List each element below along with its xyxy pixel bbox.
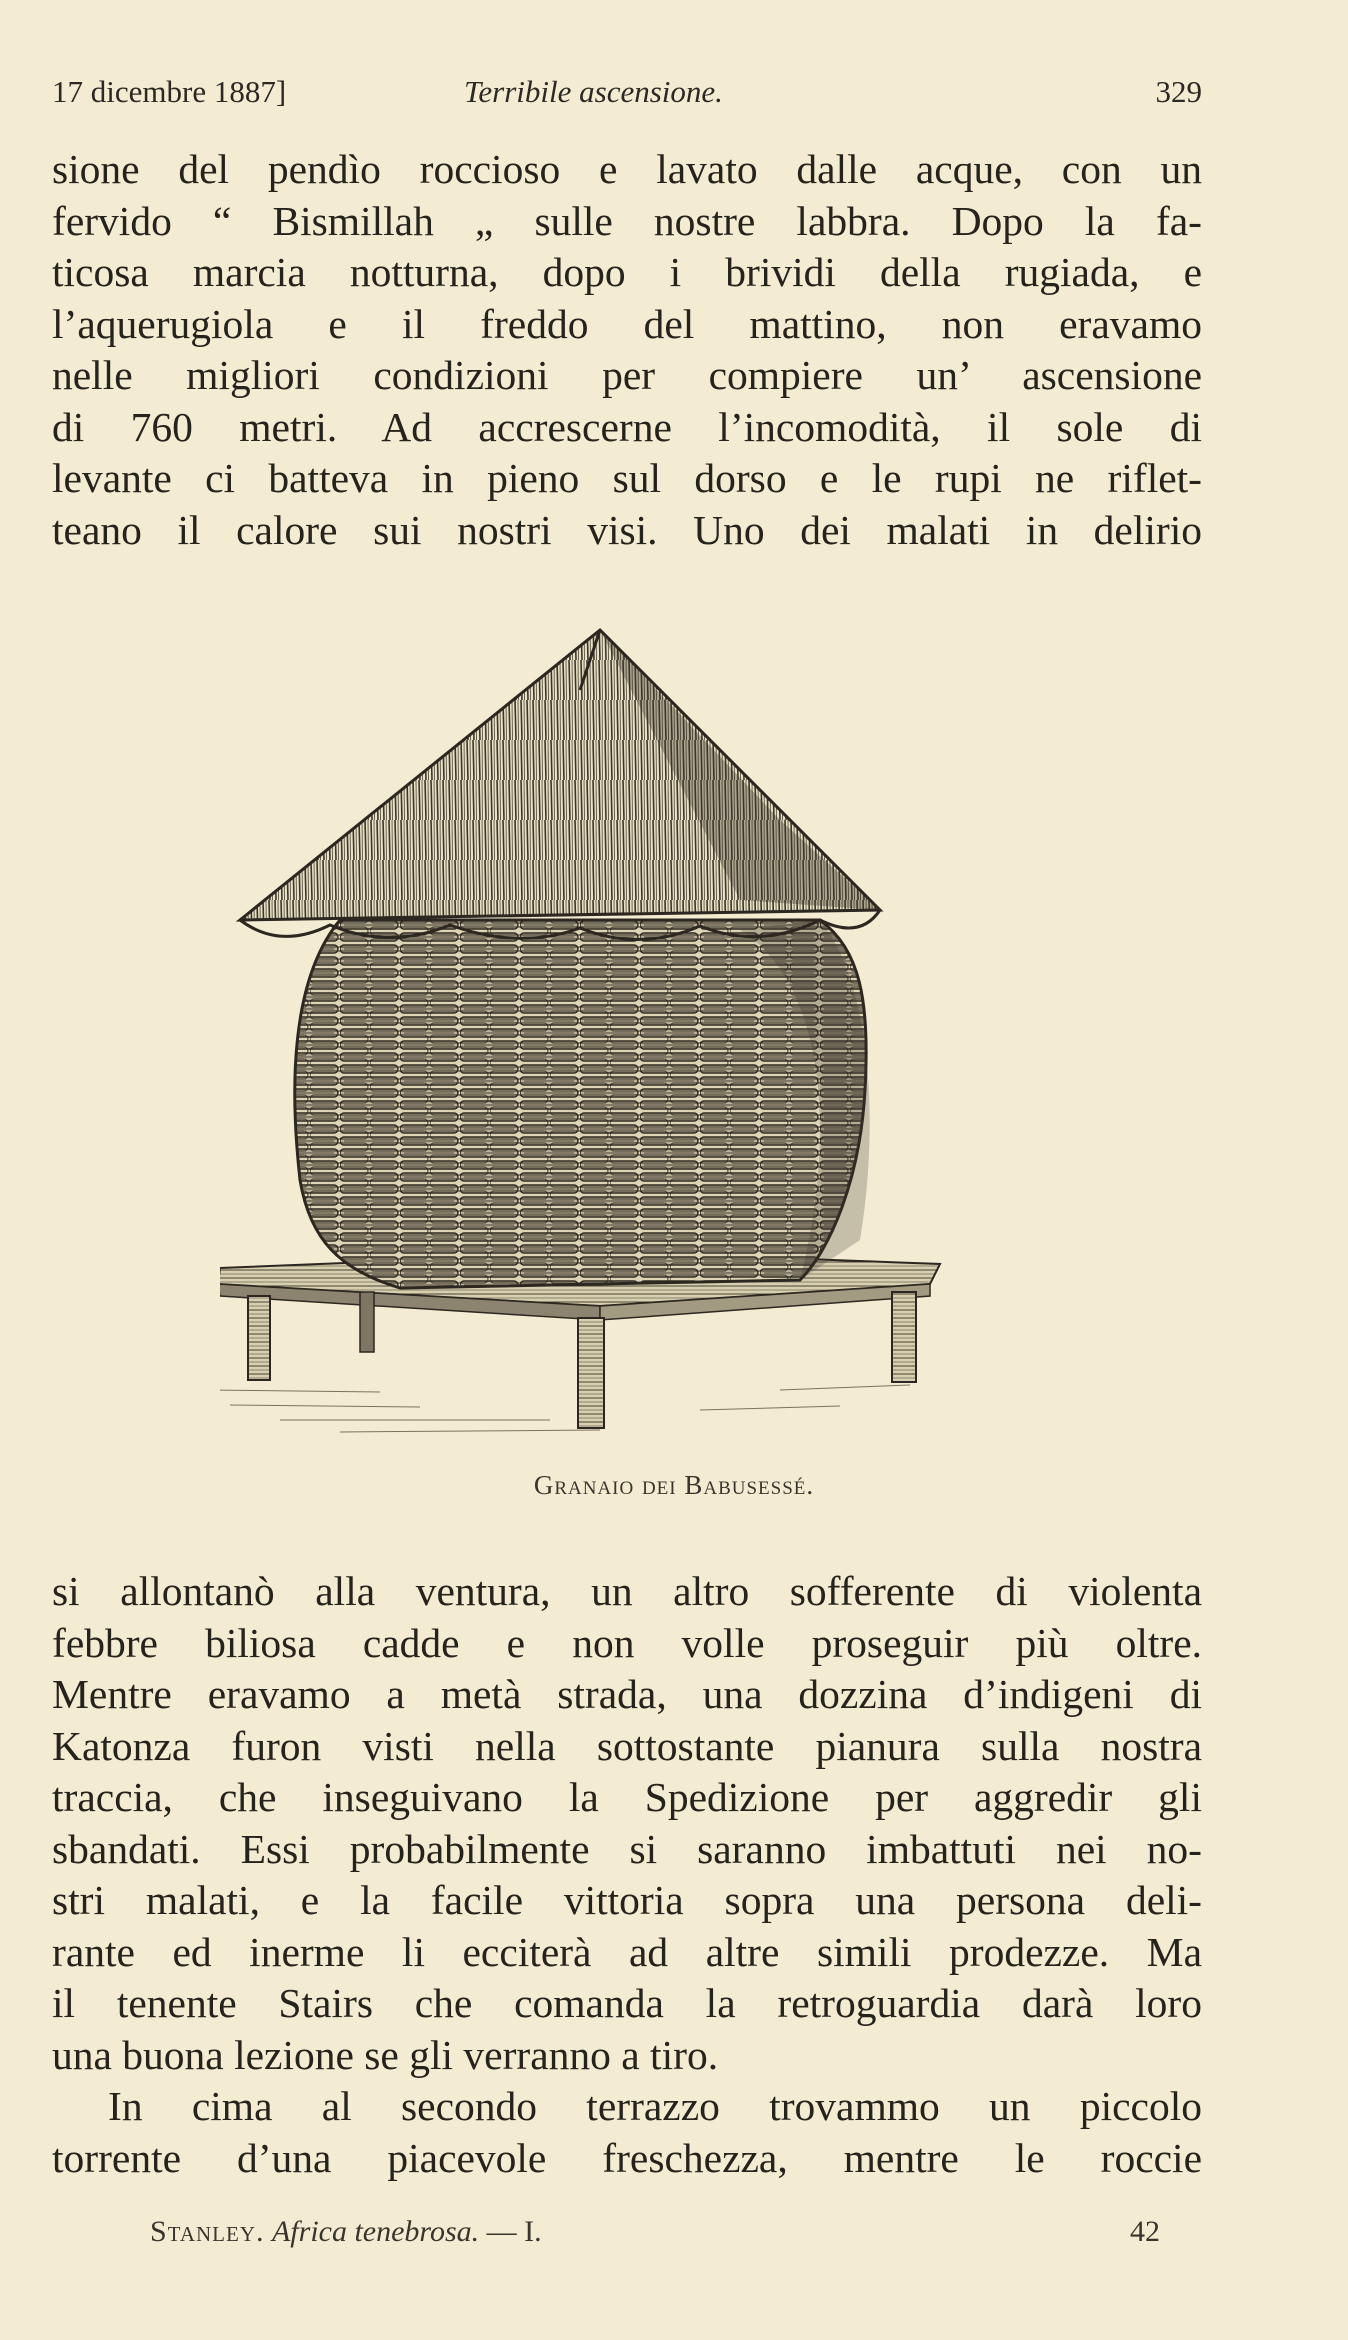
- text-line: In cima al secondo terrazzo trovammo un piccolo: [108, 2083, 1202, 2129]
- text-line: sione del pendìo roccioso e lavato dalle acque, con un: [52, 146, 1202, 192]
- text-line: teano il calore sui nostri visi. Uno dei malati in delirio: [52, 506, 1202, 553]
- text-line: il tenente Stairs che comanda la retroguardia darà loro: [52, 1980, 1202, 2026]
- text-line: una buona lezione se gli verranno a tiro.: [52, 2031, 719, 2078]
- ground-shading: [220, 1385, 910, 1432]
- page-footer: [150, 2215, 1160, 2259]
- text-line: Mentre eravamo a metà strada, una dozzina d’indigeni di: [52, 1671, 1202, 1717]
- text-line: rante ed inerme li ecciterà ad altre simili prodezze. Ma: [52, 1928, 1202, 1975]
- wicker-basket: [295, 920, 870, 1288]
- text-line: ticosa marcia notturna, dopo i brividi della rugiada, e: [52, 249, 1202, 295]
- text-line: febbre biliosa cadde e non volle proseguir più oltre.: [52, 1619, 1202, 1666]
- header-title: Terribile ascensione.: [464, 74, 723, 109]
- text-line: nelle migliori condizioni per compiere un’ ascensione: [52, 352, 1202, 398]
- text-line: Katonza furon visti nella sottostante pianura sulla nostra: [52, 1722, 1202, 1769]
- footer-book-reference: [150, 2215, 542, 2249]
- footer-book-title: Africa tenebrosa.: [271, 2215, 480, 2248]
- thatched-roof: [240, 630, 880, 940]
- text-line: si allontanò alla ventura, un altro sofferente di violenta: [52, 1568, 1202, 1614]
- paragraph-top: [52, 144, 1202, 556]
- text-line: torrente d’una piacevole freschezza, mentre le roccie: [52, 2134, 1202, 2181]
- paragraph-bottom: [52, 1566, 1202, 2184]
- header-date: 17 dicembre 1887]: [52, 74, 287, 109]
- text-line: traccia, che inseguivano la Spedizione per aggredir gli: [52, 1774, 1202, 1820]
- page-number: 329: [1155, 74, 1202, 109]
- footer-volume: — I.: [486, 2215, 542, 2248]
- text-line: sbandati. Essi probabilmente si saranno imbattuti nei no-: [52, 1825, 1202, 1872]
- running-header: [52, 74, 1202, 124]
- figure-caption: Granaio dei Babusessé.: [533, 1470, 815, 1500]
- text-line: di 760 metri. Ad accrescerne l’incomodità, il sole di: [52, 403, 1202, 450]
- footer-signature: 42: [1130, 2215, 1160, 2248]
- text-line: levante ci batteva in pieno sul dorso e le rupi ne riflet-: [52, 455, 1202, 501]
- text-line: fervido “ Bismillah „ sulle nostre labbra. Dopo la fa-: [52, 197, 1202, 244]
- text-line: stri malati, e la facile vittoria sopra una persona deli-: [52, 1877, 1202, 1923]
- footer-author: Stanley.: [150, 2215, 265, 2248]
- text-line: l’aquerugiola e il freddo del mattino, non eravamo: [52, 300, 1202, 347]
- granary-illustration: [220, 620, 1060, 1450]
